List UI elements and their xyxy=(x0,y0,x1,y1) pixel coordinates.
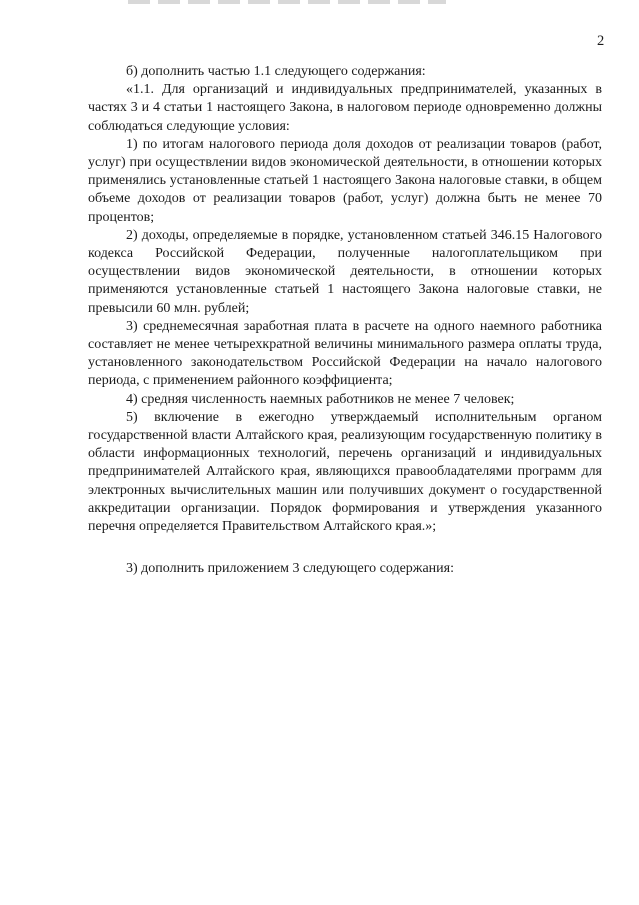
paragraph: 2) доходы, определяемые в порядке, установленном статьей 346.15 Налогового кодекса Российской Федерации, полученные налогоплательщиком при осуществлении видов экономической деятельности, в отношении которых применяются установленные статьей 1 настоящего Закона налоговые ставки, не превысили 60 млн. рублей; xyxy=(88,227,602,316)
paragraph: 5) включение в ежегодно утверждаемый исполнительным органом государственной власти Алтайского края, реализующим государственную политику в области информационных технологий, перечень организаций и индивидуальных предпринимателей Алтайского края, являющихся правообладателями программ для электронных вычислительных машин или получивших документ о государственной аккредитации организации. Порядок формирования и утверждения указанного перечня определяется Правительством Алтайского края.»; xyxy=(88,409,602,535)
scan-artifact xyxy=(128,0,446,4)
paragraph: 3) среднемесячная заработная плата в расчете на одного наемного работника составляет не менее четырехкратной величины минимального размера оплаты труда, установленного законодательством Российской Федерации на начало налогового периода, с применением районного коэффициента; xyxy=(88,318,602,389)
paragraph: 3) дополнить приложением 3 следующего содержания: xyxy=(126,561,454,577)
page-number: 2 xyxy=(597,33,605,49)
document-body xyxy=(88,63,602,578)
paragraph: б) дополнить частью 1.1 следующего содержания: xyxy=(126,64,426,79)
paragraph: 1) по итогам налогового периода доля доходов от реализации товаров (работ, услуг) при осуществлении видов экономической деятельности, в отношении которых применялись установленные статьей 1 настоящего Закона налоговые ставки, в общем объеме доходов от реализации товаров (работ, услуг) должна быть не менее 70 процентов; xyxy=(88,136,602,225)
paragraph: 4) средняя численность наемных работников не менее 7 человек; xyxy=(126,391,515,407)
paragraph: «1.1. Для организаций и индивидуальных предпринимателей, указанных в частях 3 и 4 статьи 1 настоящего Закона, в налоговом периоде одновременно должны соблюдаться следующие условия: xyxy=(88,82,602,134)
